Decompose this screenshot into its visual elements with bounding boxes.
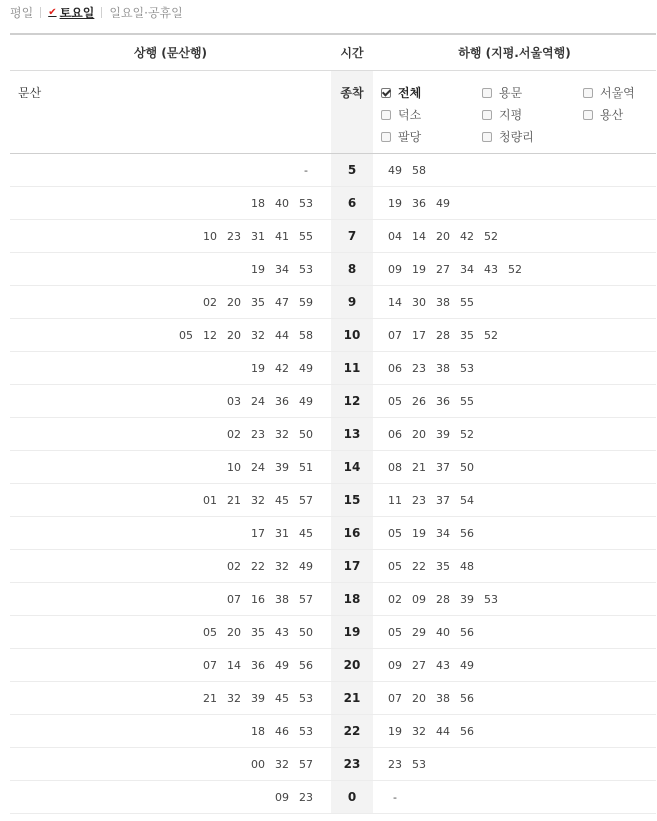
checkbox[interactable] xyxy=(381,132,391,142)
tab-saturday[interactable] xyxy=(48,4,94,21)
destination-filter-row xyxy=(10,71,656,154)
header-up: 상행 (문산행) xyxy=(133,46,208,60)
filter-label: 지평 xyxy=(499,108,523,122)
minute: 36 xyxy=(275,394,289,408)
minute: 48 xyxy=(460,559,474,573)
table-row xyxy=(10,418,656,451)
table-row xyxy=(10,781,656,814)
minute: 28 xyxy=(436,328,450,342)
down-minutes xyxy=(373,154,656,186)
down-minutes xyxy=(373,352,656,384)
minute: 45 xyxy=(275,493,289,507)
minute: 30 xyxy=(412,295,426,309)
minute: 43 xyxy=(484,262,498,276)
minute: 05 xyxy=(388,394,402,408)
timetable xyxy=(10,33,656,814)
minute: 02 xyxy=(227,427,241,441)
down-minutes xyxy=(373,418,656,450)
down-minutes xyxy=(373,385,656,417)
up-minutes xyxy=(10,682,331,714)
minute: 51 xyxy=(299,460,313,474)
minute: 31 xyxy=(251,229,265,243)
hour-cell: 9 xyxy=(331,286,373,318)
minute: 04 xyxy=(388,229,402,243)
minute: 36 xyxy=(436,394,450,408)
up-minutes xyxy=(10,715,331,747)
minute: 07 xyxy=(203,658,217,672)
hour-cell: 17 xyxy=(331,550,373,582)
minute: 27 xyxy=(412,658,426,672)
minute: 27 xyxy=(436,262,450,276)
tab-divider xyxy=(101,7,102,18)
minute: 20 xyxy=(412,691,426,705)
minute: 49 xyxy=(388,163,402,177)
table-row xyxy=(10,187,656,220)
minute: - xyxy=(393,790,397,804)
minute: 50 xyxy=(460,460,474,474)
down-minutes xyxy=(373,517,656,549)
table-row xyxy=(10,748,656,781)
minute: 39 xyxy=(436,427,450,441)
minute: 49 xyxy=(436,196,450,210)
minute: 05 xyxy=(388,526,402,540)
minute: 19 xyxy=(388,196,402,210)
table-row xyxy=(10,253,656,286)
minute: 32 xyxy=(275,559,289,573)
minute: 49 xyxy=(460,658,474,672)
tab-weekday[interactable]: 평일 xyxy=(10,5,34,20)
hour-cell: 18 xyxy=(331,583,373,615)
minute: 02 xyxy=(203,295,217,309)
up-minutes xyxy=(10,352,331,384)
filter-yongmun[interactable] xyxy=(482,84,522,101)
table-row xyxy=(10,616,656,649)
hour-cell: 22 xyxy=(331,715,373,747)
minute: 40 xyxy=(275,196,289,210)
minute: 09 xyxy=(388,262,402,276)
minute: 22 xyxy=(251,559,265,573)
filter-label: 전체 xyxy=(398,86,422,100)
minute: 53 xyxy=(460,361,474,375)
minute: 08 xyxy=(388,460,402,474)
minute: 19 xyxy=(251,262,265,276)
minute: 35 xyxy=(436,559,450,573)
down-minutes xyxy=(373,748,656,780)
up-minutes xyxy=(10,748,331,780)
minute: 32 xyxy=(227,691,241,705)
up-minutes xyxy=(10,286,331,318)
minute: 23 xyxy=(299,790,313,804)
minute: 42 xyxy=(460,229,474,243)
down-minutes xyxy=(373,220,656,252)
down-minutes xyxy=(373,715,656,747)
minute: 20 xyxy=(227,295,241,309)
minute: 59 xyxy=(299,295,313,309)
tab-sunday-holiday[interactable]: 일요일·공휴일 xyxy=(109,5,183,20)
hour-cell: 19 xyxy=(331,616,373,648)
minute: 19 xyxy=(412,262,426,276)
minute: 53 xyxy=(484,592,498,606)
minute: 56 xyxy=(299,658,313,672)
minute: 09 xyxy=(388,658,402,672)
up-minutes xyxy=(10,319,331,351)
minute: 11 xyxy=(388,493,402,507)
minute: 35 xyxy=(460,328,474,342)
up-minutes xyxy=(10,253,331,285)
minute: 09 xyxy=(412,592,426,606)
minute: 49 xyxy=(275,658,289,672)
minute: 34 xyxy=(460,262,474,276)
down-minutes xyxy=(373,781,656,813)
minute: 22 xyxy=(412,559,426,573)
minute: 57 xyxy=(299,493,313,507)
hour-cell: 12 xyxy=(331,385,373,417)
header-hour: 시간 xyxy=(340,46,364,60)
table-row xyxy=(10,319,656,352)
minute: 56 xyxy=(460,625,474,639)
hour-cell: 11 xyxy=(331,352,373,384)
minute: 34 xyxy=(275,262,289,276)
minute: 14 xyxy=(412,229,426,243)
minute: 55 xyxy=(460,295,474,309)
minute: 23 xyxy=(251,427,265,441)
minute: 53 xyxy=(412,757,426,771)
checkbox-checked[interactable] xyxy=(381,88,391,98)
filter-jipyeong[interactable] xyxy=(482,106,522,123)
minute: 06 xyxy=(388,427,402,441)
minute: 32 xyxy=(251,328,265,342)
minute: 29 xyxy=(412,625,426,639)
down-destination-filters xyxy=(373,71,656,153)
table-row xyxy=(10,682,656,715)
minute: 38 xyxy=(436,295,450,309)
minute: 21 xyxy=(203,691,217,705)
minute: 17 xyxy=(251,526,265,540)
table-row xyxy=(10,286,656,319)
minute: 01 xyxy=(203,493,217,507)
down-minutes xyxy=(373,451,656,483)
minute: 20 xyxy=(412,427,426,441)
minute: 49 xyxy=(299,361,313,375)
minute: 14 xyxy=(227,658,241,672)
hour-cell: 7 xyxy=(331,220,373,252)
minute: 41 xyxy=(275,229,289,243)
minute: 20 xyxy=(227,625,241,639)
minute: 14 xyxy=(388,295,402,309)
minute: 24 xyxy=(251,460,265,474)
minute: 37 xyxy=(436,493,450,507)
timetable-body xyxy=(10,154,656,814)
minute: 31 xyxy=(275,526,289,540)
minute: 43 xyxy=(436,658,450,672)
up-minutes xyxy=(10,385,331,417)
minute: 57 xyxy=(299,757,313,771)
up-minutes xyxy=(10,418,331,450)
filter-label: 서울역 xyxy=(600,86,635,100)
minute: 00 xyxy=(251,757,265,771)
minute: 53 xyxy=(299,262,313,276)
minute: 38 xyxy=(275,592,289,606)
hour-cell: 23 xyxy=(331,748,373,780)
down-minutes xyxy=(373,550,656,582)
filter-seoul-station[interactable] xyxy=(583,84,635,101)
minute: 20 xyxy=(436,229,450,243)
minute: 05 xyxy=(179,328,193,342)
up-destination: 문산 xyxy=(18,86,42,100)
hour-cell: 16 xyxy=(331,517,373,549)
hour-cell: 13 xyxy=(331,418,373,450)
minute: 49 xyxy=(299,394,313,408)
hour-cell: 6 xyxy=(331,187,373,219)
minute: 52 xyxy=(460,427,474,441)
terminal-label: 종착 xyxy=(331,71,373,153)
filter-label: 용산 xyxy=(600,108,624,122)
minute: 32 xyxy=(275,427,289,441)
up-minutes xyxy=(10,781,331,813)
minute: - xyxy=(304,163,308,177)
minute: 20 xyxy=(227,328,241,342)
minute: 45 xyxy=(299,526,313,540)
minute: 07 xyxy=(388,691,402,705)
minute: 18 xyxy=(251,724,265,738)
minute: 10 xyxy=(227,460,241,474)
minute: 32 xyxy=(275,757,289,771)
minute: 17 xyxy=(412,328,426,342)
filter-label: 용문 xyxy=(499,86,523,100)
minute: 34 xyxy=(436,526,450,540)
minute: 40 xyxy=(436,625,450,639)
check-icon: ✔ xyxy=(48,6,57,18)
minute: 52 xyxy=(484,328,498,342)
down-minutes xyxy=(373,319,656,351)
table-row xyxy=(10,352,656,385)
checkbox[interactable] xyxy=(583,110,593,120)
checkbox[interactable] xyxy=(381,110,391,120)
down-minutes xyxy=(373,682,656,714)
minute: 50 xyxy=(299,625,313,639)
minute: 53 xyxy=(299,724,313,738)
up-minutes xyxy=(10,550,331,582)
up-minutes xyxy=(10,484,331,516)
minute: 49 xyxy=(299,559,313,573)
hour-cell: 10 xyxy=(331,319,373,351)
hour-cell: 8 xyxy=(331,253,373,285)
tab-saturday-label: 토요일 xyxy=(59,5,95,20)
minute: 56 xyxy=(460,724,474,738)
up-minutes xyxy=(10,649,331,681)
minute: 07 xyxy=(388,328,402,342)
table-row xyxy=(10,154,656,187)
minute: 26 xyxy=(412,394,426,408)
checkbox[interactable] xyxy=(482,132,492,142)
filter-label: 팔당 xyxy=(398,130,422,144)
minute: 46 xyxy=(275,724,289,738)
minute: 55 xyxy=(460,394,474,408)
minute: 39 xyxy=(275,460,289,474)
table-row xyxy=(10,649,656,682)
header-down: 하행 (지평.서울역행) xyxy=(458,46,571,60)
minute: 52 xyxy=(508,262,522,276)
minute: 44 xyxy=(436,724,450,738)
minute: 38 xyxy=(436,361,450,375)
minute: 58 xyxy=(412,163,426,177)
hour-cell: 21 xyxy=(331,682,373,714)
minute: 02 xyxy=(388,592,402,606)
table-header xyxy=(10,35,656,71)
minute: 23 xyxy=(412,361,426,375)
minute: 56 xyxy=(460,526,474,540)
table-row xyxy=(10,715,656,748)
up-minutes xyxy=(10,154,331,186)
filter-cheongnyangni[interactable] xyxy=(482,128,534,145)
table-row xyxy=(10,550,656,583)
hour-cell: 20 xyxy=(331,649,373,681)
minute: 05 xyxy=(203,625,217,639)
minute: 45 xyxy=(275,691,289,705)
minute: 23 xyxy=(388,757,402,771)
minute: 07 xyxy=(227,592,241,606)
minute: 32 xyxy=(412,724,426,738)
hour-cell: 0 xyxy=(331,781,373,813)
minute: 55 xyxy=(299,229,313,243)
minute: 24 xyxy=(251,394,265,408)
minute: 47 xyxy=(275,295,289,309)
minute: 56 xyxy=(460,691,474,705)
table-row xyxy=(10,451,656,484)
minute: 50 xyxy=(299,427,313,441)
minute: 09 xyxy=(275,790,289,804)
minute: 42 xyxy=(275,361,289,375)
minute: 05 xyxy=(388,559,402,573)
checkbox[interactable] xyxy=(583,88,593,98)
minute: 02 xyxy=(227,559,241,573)
minute: 21 xyxy=(227,493,241,507)
down-minutes xyxy=(373,616,656,648)
minute: 44 xyxy=(275,328,289,342)
minute: 36 xyxy=(412,196,426,210)
table-row xyxy=(10,583,656,616)
minute: 53 xyxy=(299,196,313,210)
day-type-tabs xyxy=(10,3,183,21)
minute: 52 xyxy=(484,229,498,243)
minute: 05 xyxy=(388,625,402,639)
minute: 57 xyxy=(299,592,313,606)
minute: 39 xyxy=(460,592,474,606)
minute: 19 xyxy=(388,724,402,738)
minute: 58 xyxy=(299,328,313,342)
filter-label: 청량리 xyxy=(499,130,534,144)
minute: 21 xyxy=(412,460,426,474)
minute: 28 xyxy=(436,592,450,606)
minute: 16 xyxy=(251,592,265,606)
minute: 12 xyxy=(203,328,217,342)
up-minutes xyxy=(10,220,331,252)
tab-divider xyxy=(40,7,41,18)
minute: 36 xyxy=(251,658,265,672)
down-minutes xyxy=(373,286,656,318)
up-minutes xyxy=(10,517,331,549)
up-destination-cell xyxy=(10,71,331,153)
minute: 19 xyxy=(251,361,265,375)
minute: 10 xyxy=(203,229,217,243)
minute: 38 xyxy=(436,691,450,705)
minute: 18 xyxy=(251,196,265,210)
down-minutes xyxy=(373,187,656,219)
minute: 43 xyxy=(275,625,289,639)
checkbox[interactable] xyxy=(482,88,492,98)
hour-cell: 14 xyxy=(331,451,373,483)
up-minutes xyxy=(10,451,331,483)
down-minutes xyxy=(373,649,656,681)
down-minutes xyxy=(373,484,656,516)
down-minutes xyxy=(373,253,656,285)
table-row xyxy=(10,484,656,517)
minute: 54 xyxy=(460,493,474,507)
up-minutes xyxy=(10,583,331,615)
minute: 35 xyxy=(251,295,265,309)
up-minutes xyxy=(10,187,331,219)
minute: 19 xyxy=(412,526,426,540)
minute: 37 xyxy=(436,460,450,474)
checkbox[interactable] xyxy=(482,110,492,120)
minute: 06 xyxy=(388,361,402,375)
down-minutes xyxy=(373,583,656,615)
minute: 35 xyxy=(251,625,265,639)
up-minutes xyxy=(10,616,331,648)
minute: 23 xyxy=(227,229,241,243)
filter-all[interactable] xyxy=(381,84,421,101)
filter-yongsan[interactable] xyxy=(583,106,623,123)
hour-cell: 15 xyxy=(331,484,373,516)
table-row xyxy=(10,385,656,418)
table-row xyxy=(10,220,656,253)
minute: 53 xyxy=(299,691,313,705)
table-row xyxy=(10,517,656,550)
filter-deokso[interactable] xyxy=(381,106,421,123)
filter-label: 덕소 xyxy=(398,108,422,122)
minute: 23 xyxy=(412,493,426,507)
minute: 03 xyxy=(227,394,241,408)
hour-cell: 5 xyxy=(331,154,373,186)
minute: 32 xyxy=(251,493,265,507)
filter-paldang[interactable] xyxy=(381,128,421,145)
minute: 39 xyxy=(251,691,265,705)
